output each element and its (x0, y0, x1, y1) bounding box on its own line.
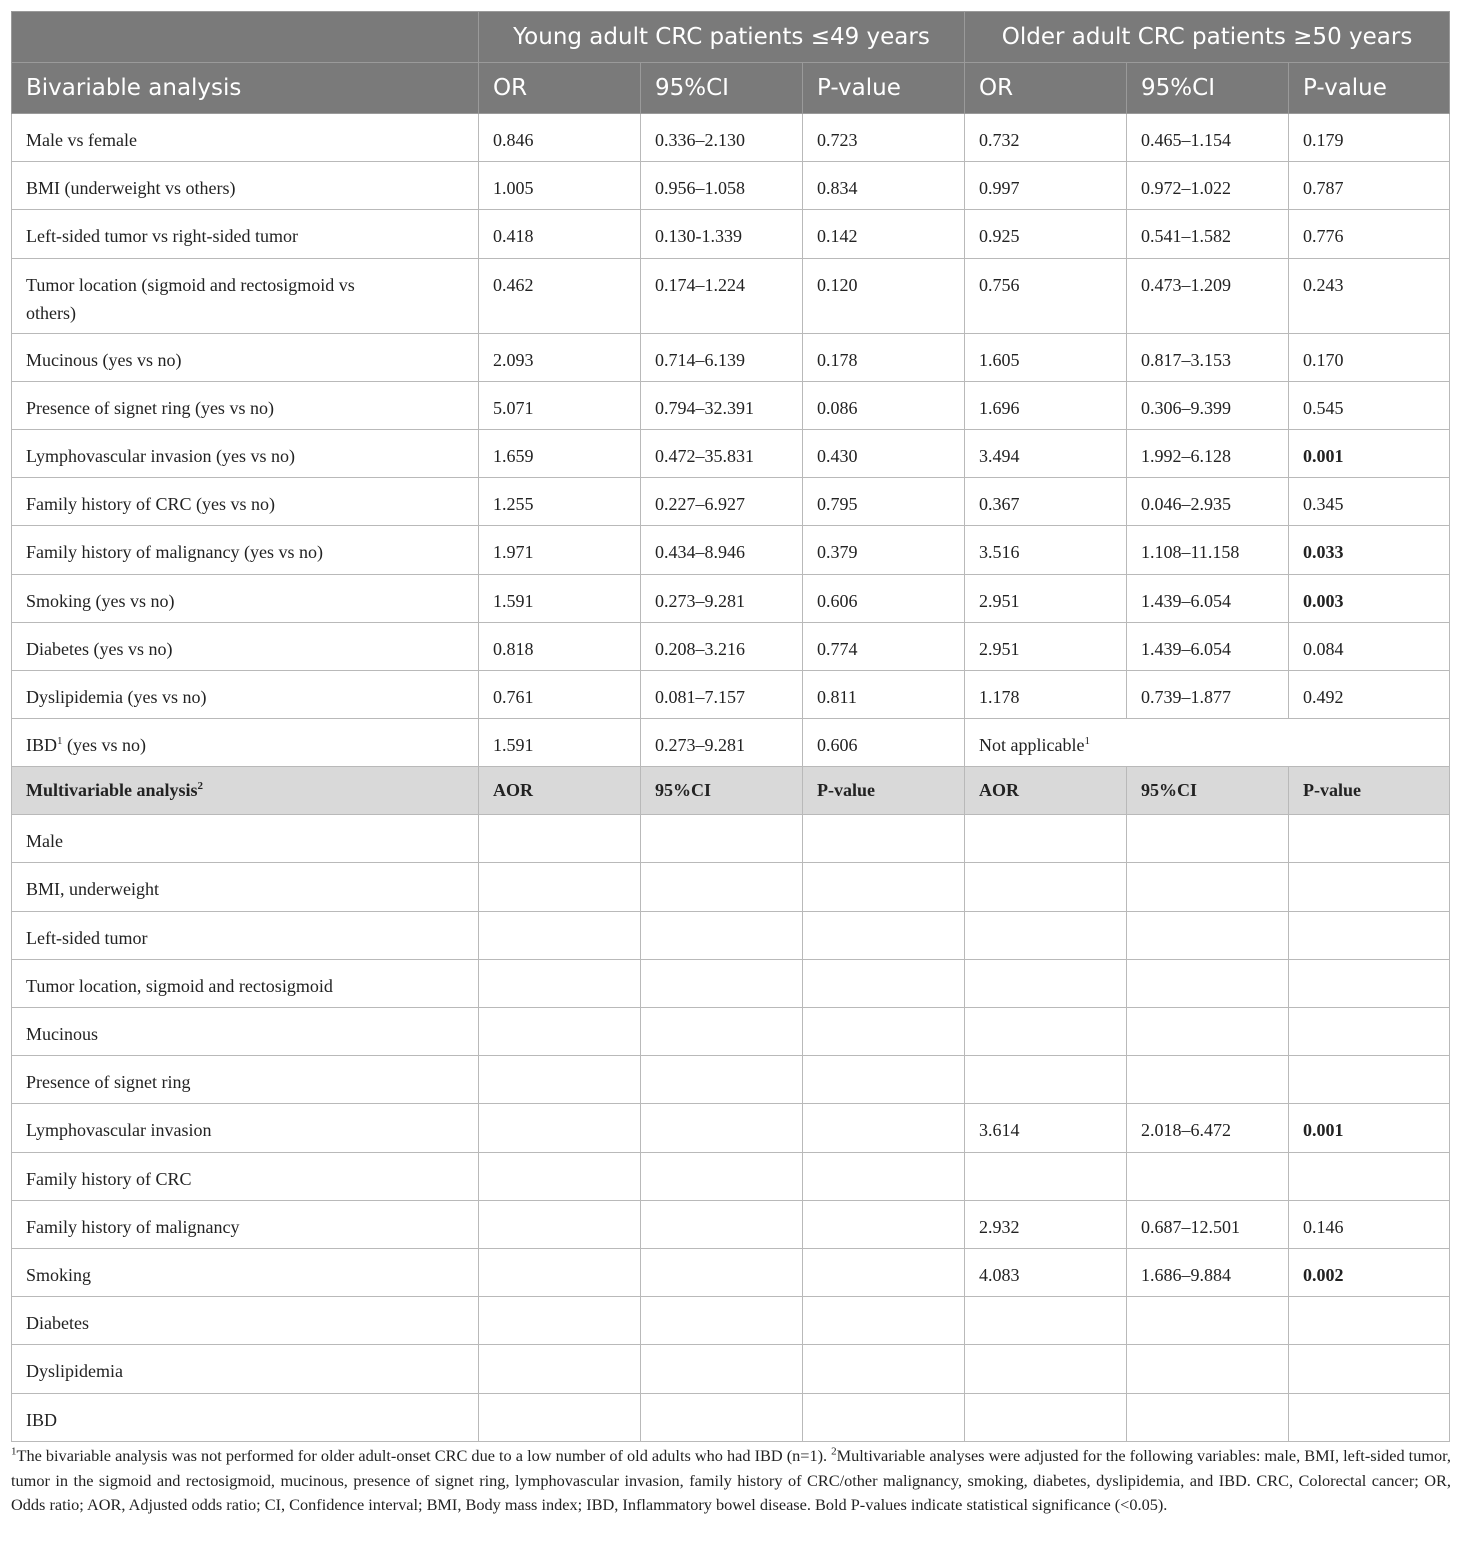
row-label: Tumor location (sigmoid and rectosigmoid vs others) (12, 258, 479, 333)
table-cell (479, 1248, 641, 1296)
table-cell: 0.178 (803, 333, 965, 381)
table-cell (479, 1056, 641, 1104)
table-cell: 0.834 (803, 162, 965, 210)
table-cell: 3.614 (965, 1104, 1127, 1152)
table-cell: 0.714–6.139 (641, 333, 803, 381)
table-cell: 0.997 (965, 162, 1127, 210)
blank-header-cell (12, 12, 479, 63)
row-label: Family history of malignancy (yes vs no) (12, 526, 479, 574)
table-cell (1289, 1008, 1450, 1056)
col-header-young-ci: 95%CI (641, 767, 803, 815)
table-row (12, 1008, 1450, 1056)
col-header-young-ci: 95%CI (641, 63, 803, 114)
table-cell (479, 1008, 641, 1056)
table-row (12, 719, 1450, 767)
table-cell (1289, 1056, 1450, 1104)
table-cell: 1.255 (479, 478, 641, 526)
table-row (12, 815, 1450, 863)
col-header-young-or: OR (479, 63, 641, 114)
table-cell: 0.086 (803, 381, 965, 429)
results-table (11, 11, 1450, 1442)
multivariable-body (12, 815, 1450, 1441)
table-cell: 0.142 (803, 210, 965, 258)
table-cell: 2.951 (965, 622, 1127, 670)
table-cell (1289, 1393, 1450, 1441)
multivariable-header-body (12, 767, 1450, 815)
table-cell (1127, 1152, 1289, 1200)
table-cell: 0.811 (803, 670, 965, 718)
table-row (12, 1056, 1450, 1104)
table-cell (803, 1297, 965, 1345)
table-cell (1289, 863, 1450, 911)
table-cell (1127, 815, 1289, 863)
table-cell: 1.591 (479, 574, 641, 622)
table-cell (803, 1056, 965, 1104)
table-cell: 1.005 (479, 162, 641, 210)
table-cell: 0.379 (803, 526, 965, 574)
row-label: Smoking (12, 1248, 479, 1296)
table-cell (1289, 1152, 1450, 1200)
ibd-body (12, 719, 1450, 767)
table-cell (1127, 911, 1289, 959)
table-cell: 0.761 (479, 670, 641, 718)
table-cell: 4.083 (965, 1248, 1127, 1296)
col-header-old-p: P-value (1289, 767, 1450, 815)
table-row (12, 1104, 1450, 1152)
multivariable-header-row (12, 767, 1450, 815)
table-cell: 1.659 (479, 429, 641, 477)
column-header-row (12, 63, 1450, 114)
table-cell: 2.018–6.472 (1127, 1104, 1289, 1152)
table-cell (965, 815, 1127, 863)
table-cell: 0.170 (1289, 333, 1450, 381)
table-cell (965, 911, 1127, 959)
table-cell (479, 863, 641, 911)
table-cell: 1.992–6.128 (1127, 429, 1289, 477)
table-cell (803, 1393, 965, 1441)
table-cell (479, 1200, 641, 1248)
table-cell: 0.473–1.209 (1127, 258, 1289, 333)
table-cell: 3.494 (965, 429, 1127, 477)
table-cell: 0.739–1.877 (1127, 670, 1289, 718)
table-cell (803, 959, 965, 1007)
table-cell: 0.174–1.224 (641, 258, 803, 333)
row-label: Family history of CRC (12, 1152, 479, 1200)
table-cell: 0.818 (479, 622, 641, 670)
results-table-container (11, 11, 1449, 1442)
table-cell: 0.776 (1289, 210, 1450, 258)
table-cell (641, 911, 803, 959)
table-row (12, 574, 1450, 622)
table-cell (965, 1008, 1127, 1056)
table-cell: 1.108–11.158 (1127, 526, 1289, 574)
table-cell (965, 863, 1127, 911)
table-cell: 0.465–1.154 (1127, 114, 1289, 162)
table-cell (641, 1008, 803, 1056)
col-header-old-ci: 95%CI (1127, 63, 1289, 114)
table-cell (803, 1248, 965, 1296)
row-label: Diabetes (12, 1297, 479, 1345)
table-cell (1289, 1345, 1450, 1393)
table-cell (1127, 1297, 1289, 1345)
table-cell: 1.686–9.884 (1127, 1248, 1289, 1296)
table-cell (479, 1152, 641, 1200)
table-cell (1127, 1393, 1289, 1441)
col-header-young-aor: AOR (479, 767, 641, 815)
table-cell (1127, 1008, 1289, 1056)
table-row (12, 526, 1450, 574)
table-cell (803, 863, 965, 911)
table-cell (641, 1248, 803, 1296)
table-cell (641, 1200, 803, 1248)
table-cell: 0.687–12.501 (1127, 1200, 1289, 1248)
table-cell: 0.541–1.582 (1127, 210, 1289, 258)
table-cell: 0.306–9.399 (1127, 381, 1289, 429)
table-cell (1289, 815, 1450, 863)
table-cell: 0.120 (803, 258, 965, 333)
table-cell: 0.146 (1289, 1200, 1450, 1248)
table-row (12, 959, 1450, 1007)
table-cell (641, 959, 803, 1007)
table-cell: 0.817–3.153 (1127, 333, 1289, 381)
older-group-header: Older adult CRC patients ≥50 years (965, 12, 1450, 63)
not-applicable-cell (965, 719, 1450, 767)
table-row (12, 911, 1450, 959)
table-cell: 0.925 (965, 210, 1127, 258)
table-cell: 0.787 (1289, 162, 1450, 210)
table-cell (1289, 911, 1450, 959)
table-row (12, 1248, 1450, 1296)
col-header-old-ci: 95%CI (1127, 767, 1289, 815)
table-cell: 0.002 (1289, 1248, 1450, 1296)
table-cell: 0.367 (965, 478, 1127, 526)
table-cell (803, 911, 965, 959)
table-cell: 0.956–1.058 (641, 162, 803, 210)
row-label: Dyslipidemia (yes vs no) (12, 670, 479, 718)
table-cell: 5.071 (479, 381, 641, 429)
table-cell (803, 815, 965, 863)
section-label-text: Multivariable analysis (26, 780, 198, 801)
table-cell: 1.439–6.054 (1127, 574, 1289, 622)
footnote-marker: 1 (57, 735, 63, 748)
footnote-marker: 2 (831, 1445, 837, 1458)
table-cell: 0.545 (1289, 381, 1450, 429)
table-cell (479, 1297, 641, 1345)
footnote-text-1: The bivariable analysis was not performed for older adult-onset CRC due to a low number of old adults who had IBD (n=1). (16, 1446, 832, 1465)
table-cell: 0.227–6.927 (641, 478, 803, 526)
footnote-marker: 1 (1084, 735, 1090, 748)
table-row (12, 670, 1450, 718)
table-row (12, 622, 1450, 670)
footnote-marker: 2 (197, 780, 204, 793)
table-cell (479, 815, 641, 863)
row-label: Family history of CRC (yes vs no) (12, 478, 479, 526)
row-label: Left-sided tumor (12, 911, 479, 959)
table-cell: 1.178 (965, 670, 1127, 718)
table-cell (641, 815, 803, 863)
table-cell: 0.273–9.281 (641, 574, 803, 622)
table-cell: 0.084 (1289, 622, 1450, 670)
table-cell: 0.430 (803, 429, 965, 477)
table-cell: 2.093 (479, 333, 641, 381)
row-label: Male vs female (12, 114, 479, 162)
table-row (12, 333, 1450, 381)
table-footnote (11, 1444, 1451, 1518)
row-label: Mucinous (12, 1008, 479, 1056)
table-row (12, 210, 1450, 258)
table-cell (479, 1393, 641, 1441)
row-label: Left-sided tumor vs right-sided tumor (12, 210, 479, 258)
footnote-text-2: Multivariable analyses were adjusted for the following variables: male, BMI, left-sided tumor, tumor in the sigmoid and rectosigmoid, mucinous, presence of signet ring, lymphovascular invasion, family history of CRC/other malignancy, smoking, diabetes, dyslipidemia, and IBD. CRC, Colorectal cancer; OR, Odds ratio; AOR, Adjusted odds ratio; CI, Confidence interval; BMI, Body mass index; IBD, Inflammatory bowel disease. Bold P-values indicate statistical significance (<0.05). (11, 1446, 1451, 1514)
row-label: Dyslipidemia (12, 1345, 479, 1393)
table-row (12, 381, 1450, 429)
table-cell (641, 1056, 803, 1104)
table-row (12, 1345, 1450, 1393)
table-cell (641, 1345, 803, 1393)
table-cell (803, 1152, 965, 1200)
table-cell: 0.774 (803, 622, 965, 670)
table-cell: 0.208–3.216 (641, 622, 803, 670)
table-cell: 0.972–1.022 (1127, 162, 1289, 210)
table-cell (1289, 959, 1450, 1007)
table-cell (641, 863, 803, 911)
table-cell: 0.046–2.935 (1127, 478, 1289, 526)
col-header-old-aor: AOR (965, 767, 1127, 815)
table-cell: 0.606 (803, 719, 965, 767)
section-label-bivariable: Bivariable analysis (12, 63, 479, 114)
table-cell (479, 1345, 641, 1393)
table-row (12, 478, 1450, 526)
table-cell (965, 1345, 1127, 1393)
row-label: BMI, underweight (12, 863, 479, 911)
table-cell (803, 1200, 965, 1248)
row-label-rest: (yes vs no) (62, 735, 146, 756)
table-cell: 0.243 (1289, 258, 1450, 333)
table-cell (803, 1345, 965, 1393)
table-cell: 0.732 (965, 114, 1127, 162)
table-cell: 1.696 (965, 381, 1127, 429)
table-cell: 1.591 (479, 719, 641, 767)
table-cell (1127, 1345, 1289, 1393)
col-header-old-or: OR (965, 63, 1127, 114)
table-cell: 0.756 (965, 258, 1127, 333)
table-cell: 0.472–35.831 (641, 429, 803, 477)
table-row (12, 114, 1450, 162)
row-label: Male (12, 815, 479, 863)
table-cell: 0.795 (803, 478, 965, 526)
row-label: BMI (underweight vs others) (12, 162, 479, 210)
row-label: Tumor location, sigmoid and rectosigmoid (12, 959, 479, 1007)
young-group-header: Young adult CRC patients ≤49 years (479, 12, 965, 63)
row-label: Smoking (yes vs no) (12, 574, 479, 622)
table-row (12, 258, 1450, 333)
table-row (12, 863, 1450, 911)
table-cell (965, 1297, 1127, 1345)
table-cell: 3.516 (965, 526, 1127, 574)
table-cell: 0.033 (1289, 526, 1450, 574)
section-label-multivariable (12, 767, 479, 815)
table-cell: 0.846 (479, 114, 641, 162)
table-cell: 1.605 (965, 333, 1127, 381)
table-cell: 0.492 (1289, 670, 1450, 718)
table-cell: 2.932 (965, 1200, 1127, 1248)
table-cell (641, 1152, 803, 1200)
row-label: IBD (12, 1393, 479, 1441)
table-cell: 0.273–9.281 (641, 719, 803, 767)
table-cell (479, 1104, 641, 1152)
col-header-old-p: P-value (1289, 63, 1450, 114)
table-cell (965, 1152, 1127, 1200)
table-row (12, 1200, 1450, 1248)
table-cell (803, 1104, 965, 1152)
table-cell: 0.345 (1289, 478, 1450, 526)
table-cell (479, 911, 641, 959)
table-cell (641, 1297, 803, 1345)
table-cell (803, 1008, 965, 1056)
table-cell (641, 1393, 803, 1441)
table-cell: 0.606 (803, 574, 965, 622)
table-cell: 0.001 (1289, 1104, 1450, 1152)
row-label: Diabetes (yes vs no) (12, 622, 479, 670)
table-cell: 0.336–2.130 (641, 114, 803, 162)
table-cell (1289, 1297, 1450, 1345)
table-cell: 0.794–32.391 (641, 381, 803, 429)
table-cell (1127, 959, 1289, 1007)
row-label: Family history of malignancy (12, 1200, 479, 1248)
table-cell (1127, 1056, 1289, 1104)
group-header-row (12, 12, 1450, 63)
row-label: Presence of signet ring (12, 1056, 479, 1104)
table-row (12, 162, 1450, 210)
table-cell: 0.723 (803, 114, 965, 162)
table-cell: 0.081–7.157 (641, 670, 803, 718)
not-applicable-text: Not applicable (979, 735, 1085, 756)
table-cell: 0.130-1.339 (641, 210, 803, 258)
row-label (12, 719, 479, 767)
table-cell (1127, 863, 1289, 911)
row-label: Lymphovascular invasion (12, 1104, 479, 1152)
row-label: Mucinous (yes vs no) (12, 333, 479, 381)
table-cell (965, 1056, 1127, 1104)
table-cell (641, 1104, 803, 1152)
table-cell (965, 959, 1127, 1007)
footnote-marker: 1 (11, 1445, 17, 1458)
row-label: Lymphovascular invasion (yes vs no) (12, 429, 479, 477)
table-cell: 0.179 (1289, 114, 1450, 162)
table-cell: 2.951 (965, 574, 1127, 622)
table-cell: 0.418 (479, 210, 641, 258)
table-row (12, 1297, 1450, 1345)
row-label: Presence of signet ring (yes vs no) (12, 381, 479, 429)
col-header-young-p: P-value (803, 767, 965, 815)
table-cell: 1.971 (479, 526, 641, 574)
table-cell: 0.003 (1289, 574, 1450, 622)
table-cell: 1.439–6.054 (1127, 622, 1289, 670)
table-row (12, 1152, 1450, 1200)
table-cell: 0.462 (479, 258, 641, 333)
table-cell (479, 959, 641, 1007)
table-row (12, 429, 1450, 477)
row-label-text: IBD (26, 735, 57, 756)
bivariable-body (12, 114, 1450, 719)
table-cell (965, 1393, 1127, 1441)
col-header-young-p: P-value (803, 63, 965, 114)
table-cell: 0.434–8.946 (641, 526, 803, 574)
table-cell: 0.001 (1289, 429, 1450, 477)
table-row (12, 1393, 1450, 1441)
